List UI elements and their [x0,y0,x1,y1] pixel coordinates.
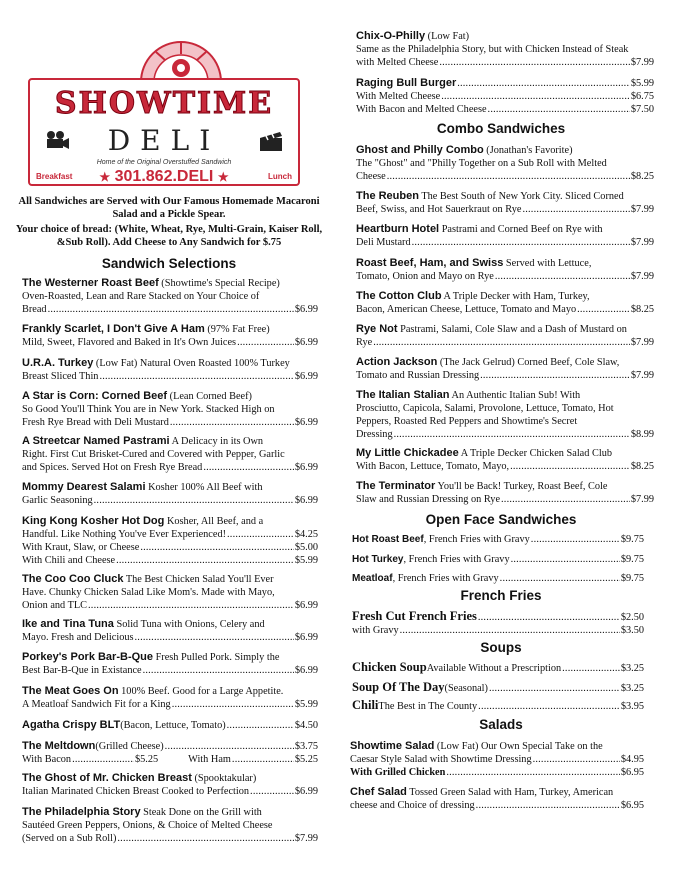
item-name: Hot Roast Beef [352,534,424,545]
item-desc: Breast Sliced Thin [22,371,99,382]
menu-item [22,806,318,845]
item-desc: Fresh Rye Bread with Deli Mustard [22,417,169,428]
item-price: $6.99 [294,371,318,382]
item-price: $6.99 [294,337,318,348]
item-price: $6.95 [620,767,644,778]
menu-item [22,481,318,507]
item-price: $5.00 [294,542,318,553]
star-icon: ★ [99,170,111,184]
theater-marquee-icon [136,38,226,82]
item-name: The Westerner Roast Beef [22,277,159,289]
item-name: Chili [352,698,379,712]
section-heading-open-face: Open Face Sandwiches [425,512,577,527]
item-desc: (Low Fat) Natural Oven Roasted 100% Turkey [93,358,290,369]
item-name: Chix-O-Philly [356,30,426,42]
item-price: $5.25 [294,754,318,765]
item-desc: Best Bar-B-Que in Existance [22,665,142,676]
item-price: $7.99 [294,833,318,844]
clapperboard-icon [258,130,284,152]
item-price: $3.75 [294,741,318,752]
item-price: $7.99 [630,57,654,68]
item-desc: (97% Fat Free) [204,324,270,335]
item-desc: Deli Mustard [356,237,411,248]
menu-item [22,573,318,612]
item-name: Meatloaf [352,573,393,584]
item-name: The Italian Stalian [356,389,450,401]
item-desc: Served with Lettuce, [503,258,592,269]
item-desc: Right. First Cut Brisket-Cured and Covered with Pepper, Garlic [22,449,285,460]
item-name: The Philadelphia Story [22,806,141,818]
item-desc: Kosher 100% All Beef with [145,482,263,493]
menu-item [352,553,644,566]
item-desc: The Best South of New York City. Sliced Corned [418,191,624,202]
phone-number [30,168,298,186]
item-desc: Bacon, American Cheese, Lettuce, Tomato and Mayo [356,304,577,315]
menu-item [22,740,318,766]
section-heading-fries: French Fries [460,588,542,603]
menu-item [356,323,654,349]
item-price: $7.99 [630,494,654,505]
item-desc: (Grilled Cheese) [95,741,164,752]
menu-item [356,190,654,216]
item-name: The Cotton Club [356,290,442,302]
item-desc: (Lean Corned Beef) [167,391,252,402]
item-name: Agatha Crispy BLT [22,719,121,731]
item-name: My Little Chickadee [356,447,459,459]
logo-subtitle: DELI [107,124,221,157]
item-desc: (Low Fat) Our Own Special Take on the [434,741,603,752]
item-price: $3.50 [620,625,644,636]
item-price: $8.25 [630,304,654,315]
item-desc: The Best in The County [378,701,478,712]
item-desc: (Jonathan's Favorite) [483,145,573,156]
menu-item [352,699,644,713]
item-desc: With Melted Cheese [356,91,441,102]
item-desc: Peppers, Roasted Red Peppers and Showtime's Secret [356,416,578,427]
item-name: Soup Of The Day [352,680,445,694]
item-name: Mommy Dearest Salami [22,481,146,493]
item-name: The Reuben [356,190,419,202]
menu-item [22,390,318,429]
item-price: $4.25 [294,529,318,540]
item-price: $6.99 [294,600,318,611]
item-name: A Star is Corn: Corned Beef [22,390,168,402]
item-desc: With Ham [188,754,231,765]
menu-item [352,533,644,546]
menu-item [356,30,654,69]
menu-item [356,223,654,249]
item-name: Hot Turkey [352,554,404,565]
item-price: $4.50 [294,720,318,731]
item-price: $3.25 [620,683,644,694]
item-name: Chicken Soup [352,660,427,674]
item-desc: , French Fries with Gravy [392,573,499,584]
item-name: The Ghost of Mr. Chicken Breast [22,772,192,784]
item-desc: (Showtime's Special Recipe) [158,278,280,289]
item-name: Frankly Scarlet, I Don't Give A Ham [22,323,205,335]
item-desc: Dressing [356,429,393,440]
item-desc: (Bacon, Lettuce, Tomato) [120,720,226,731]
item-desc: Have. Chunky Chicken Salad Like Mom's. Made with Mayo, [22,587,275,598]
item-desc: With Grilled Chicken [350,767,446,778]
item-price: $6.99 [294,462,318,473]
item-desc: With Chili and Cheese [22,555,116,566]
item-desc: Onion and TLC [22,600,88,611]
item-price: $8.99 [630,429,654,440]
item-desc: The Best Chicken Salad You'll Ever [123,574,274,585]
item-name: The Meltdown [22,740,96,752]
item-price: $9.75 [620,573,644,584]
item-desc: With Bacon, Lettuce, Tomato, Mayo, [356,461,510,472]
item-price: $6.99 [294,665,318,676]
menu-item [356,144,654,183]
item-desc: Steak Done on the Grill with [140,807,262,818]
menu-item [22,277,318,316]
item-desc: Kosher, All Beef, and a [164,516,264,527]
item-desc: A Triple Decker with Ham, Turkey, [441,291,590,302]
menu-item [22,685,318,711]
item-price: $8.25 [630,171,654,182]
item-price: $7.99 [630,204,654,215]
menu-item [22,719,318,732]
item-price: $3.95 [620,701,644,712]
item-name: Ike and Tina Tuna [22,618,114,630]
item-desc: An Authentic Italian Sub! With [449,390,581,401]
menu-item [356,77,654,116]
item-desc: Fresh Pulled Pork. Simply the [153,652,280,663]
logo-tagline: Home of the Original Overstuffed Sandwich [96,159,232,166]
item-name: Roast Beef, Ham, and Swiss [356,257,504,269]
item-name: Chef Salad [350,786,407,798]
menu-item [352,661,644,675]
item-desc: Tossed Green Salad with Ham, Turkey, American [406,787,614,798]
item-desc: The "Ghost" and "Philly Together on a Sub Roll with Melted [356,158,607,169]
menu-item [352,572,644,585]
item-name: Raging Bull Burger [356,77,457,89]
item-desc: (Low Fat) [425,31,470,42]
item-desc: You'll be Back! Turkey, Roast Beef, Cole [435,481,608,492]
item-price: $7.99 [630,271,654,282]
item-desc: Caesar Style Salad with Showtime Dressing [350,754,532,765]
item-desc: , French Fries with Gravy [403,554,510,565]
item-name: The Terminator [356,480,436,492]
item-desc: cheese and Choice of dressing [350,800,475,811]
item-name: U.R.A. Turkey [22,357,94,369]
item-desc: Mayo. Fresh and Delicious [22,632,134,643]
item-desc: Cheese [356,171,386,182]
item-desc: Oven-Roasted, Lean and Rare Stacked on Your Choice of [22,291,260,302]
logo-frame [28,78,300,186]
item-price: $6.99 [294,495,318,506]
menu-item [350,786,644,812]
item-price: $8.25 [630,461,654,472]
item-name: Heartburn Hotel [356,223,440,235]
item-price: $5.99 [294,699,318,710]
item-name: Showtime Salad [350,740,435,752]
section-heading-soups: Soups [480,640,522,655]
item-desc: With Bacon [22,754,72,765]
menu-item [356,257,654,283]
item-name: The Meat Goes On [22,685,119,697]
item-price: $9.75 [620,534,644,545]
item-name: Porkey's Pork Bar-B-Que [22,651,153,663]
star-icon: ★ [217,170,229,184]
menu-item [22,357,318,383]
item-desc: A Delicacy in its Own [169,436,264,447]
phone-text: 301.862.DELI [114,168,214,185]
item-desc: Beef, Swiss, and Hot Sauerkraut on Rye [356,204,522,215]
item-desc: Pastrami and Corned Beef on Rye with [439,224,603,235]
item-desc: Prosciutto, Capicola, Salami, Provolone, Lettuce, Tomato, Hot [356,403,614,414]
breakfast-label: Breakfast [36,172,73,181]
menu-item [352,610,644,637]
item-desc: With Kraut, Slaw, or Cheese [22,542,140,553]
item-desc: and Spices. Served Hot on Fresh Rye Bread [22,462,203,473]
item-price: $6.99 [294,417,318,428]
item-desc: A Meatloaf Sandwich Fit for a King [22,699,171,710]
section-heading-combo: Combo Sandwiches [436,121,566,136]
item-price: $9.75 [620,554,644,565]
item-price: $6.99 [294,786,318,797]
item-price: $7.50 [630,104,654,115]
section-heading-salads: Salads [479,717,523,732]
item-desc: Italian Marinated Chicken Breast Cooked to Perfection [22,786,250,797]
item-desc: (Spooktakular) [191,773,257,784]
item-desc: Sautéed Green Peppers, Onions, & Choice of Melted Cheese [22,820,273,831]
menu-item [356,290,654,316]
menu-item [356,447,654,473]
menu-item [356,389,654,441]
item-desc: Garlic Seasoning [22,495,93,506]
item-price: $4.95 [620,754,644,765]
menu-item [352,681,644,695]
item-price: $3.25 [620,663,644,674]
item-name: Rye Not [356,323,398,335]
item-desc: Rye [356,337,373,348]
item-name: Action Jackson [356,356,438,368]
item-price: $7.99 [630,237,654,248]
item-desc: Same as the Philadelphia Story, but with Chicken Instead of Steak [356,44,629,55]
item-desc: Mild, Sweet, Flavored and Baked in It's Own Juices [22,337,237,348]
item-desc: Available Without a Prescription [426,663,562,674]
item-desc: Tomato and Russian Dressing [356,370,480,381]
item-desc: Tomato, Onion and Mayo on Rye [356,271,494,282]
item-desc: with Melted Cheese [356,57,439,68]
item-desc: Handful. Like Nothing You've Ever Experienced! [22,529,227,540]
item-desc: Bread [22,304,47,315]
menu-item [22,772,318,798]
logo-title: SHOWTIME [54,86,274,121]
menu-item [22,435,318,474]
menu-item [22,323,318,349]
item-name: King Kong Kosher Hot Dog [22,515,165,527]
section-heading-sandwich: Sandwich Selections [101,256,237,271]
menu-item [22,515,318,567]
item-price: $7.99 [630,337,654,348]
item-price: $5.25 [134,754,159,765]
item-desc: Solid Tuna with Onions, Celery and [113,619,265,630]
menu-item [356,480,654,506]
lunch-label: Lunch [268,172,292,181]
intro-bread-note: Your choice of bread: (White, Wheat, Rye, Multi-Grain, Kaiser Roll, &Sub Roll). Add Cheese to Any Sandwich for $.75 [15,224,323,248]
logo-phone-row [30,168,298,186]
item-price: $6.99 [294,304,318,315]
item-name: A Streetcar Named Pastrami [22,435,170,447]
showtime-deli-logo [28,38,300,186]
item-desc: with Gravy [352,625,399,636]
item-price: $7.99 [630,370,654,381]
item-price: $6.99 [294,632,318,643]
item-price: $5.99 [294,555,318,566]
menu-item [22,651,318,677]
item-desc: With Bacon and Melted Cheese [356,104,487,115]
item-name: The Coo Coo Cluck [22,573,124,585]
item-price: $6.95 [620,800,644,811]
item-desc: (The Jack Gelrud) Corned Beef, Cole Slaw, [437,357,620,368]
item-name: Ghost and Philly Combo [356,144,484,156]
item-desc: , French Fries with Gravy [423,534,530,545]
item-name: Fresh Cut French Fries [352,609,477,623]
menu-item [356,356,654,382]
menu-item [350,740,644,779]
item-desc: A Triple Decker Chicken Salad Club [458,448,612,459]
item-desc: 100% Beef. Good for a Large Appetite. [118,686,284,697]
intro-sides-note: All Sandwiches are Served with Our Famous Homemade Macaroni Salad and a Pickle Spear. [18,196,320,220]
item-price: $5.99 [630,78,654,89]
item-desc: So Good You'll Think You are in New York. Stacked High on [22,404,275,415]
item-price: $2.50 [620,612,644,623]
item-desc: (Served on a Sub Roll) [22,833,117,844]
item-desc: Pastrami, Salami, Cole Slaw and a Dash of Mustard on [397,324,627,335]
item-desc: (Seasonal) [444,683,488,694]
item-desc: Slaw and Russian Dressing on Rye [356,494,501,505]
menu-item [22,618,318,644]
item-price: $6.75 [630,91,654,102]
